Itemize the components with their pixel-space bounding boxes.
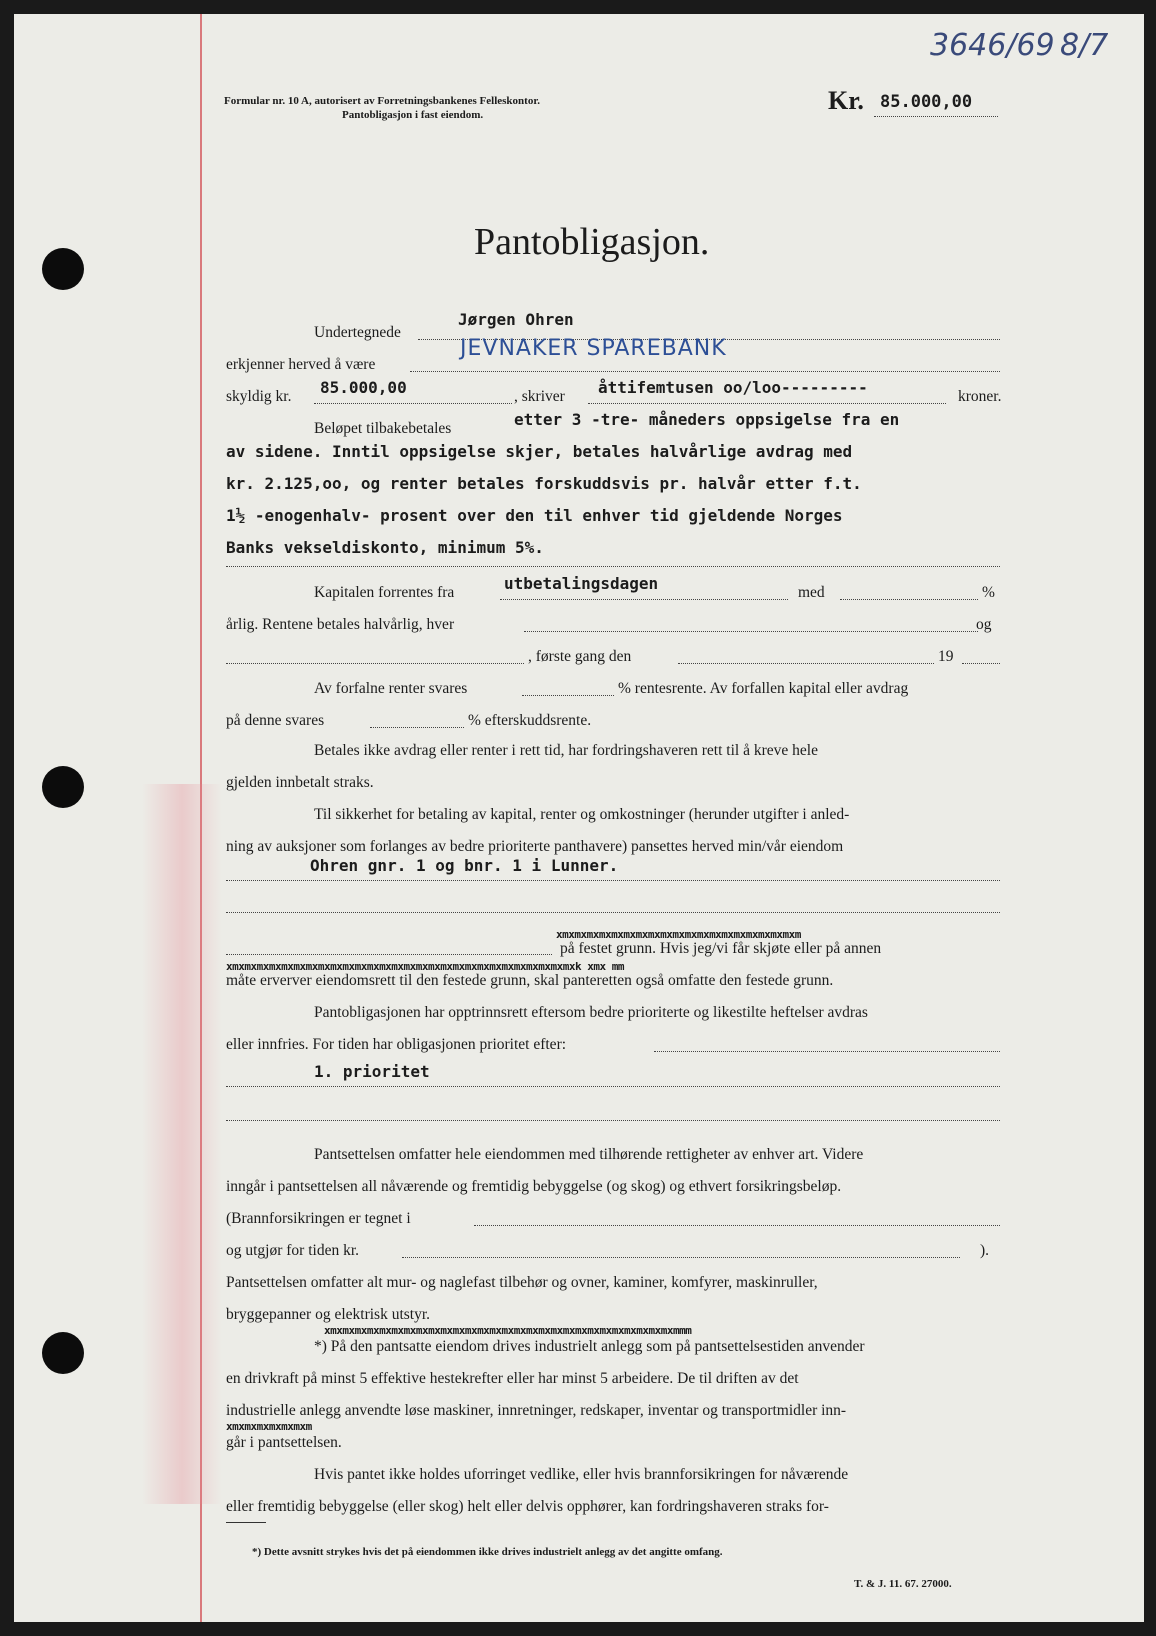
text-vedlike-1: Hvis pantet ikke holdes uforringet vedlike, eller hvis brannforsikringen for nåværende bbox=[314, 1466, 849, 1483]
label-skyldig: skyldig kr. bbox=[226, 388, 292, 405]
line-year bbox=[962, 663, 1000, 664]
line-med bbox=[840, 599, 978, 600]
text-efterskudd: % efterskuddsrente. bbox=[468, 712, 592, 729]
line-forste-gang bbox=[678, 663, 934, 664]
text-sikkerhet-2: ning av auksjoner som forlanges av bedre prioriterte panthavere) pansettes herved min/vår eiendom bbox=[226, 838, 844, 855]
text-pantsettelsen-1: Pantsettelsen omfatter hele eiendommen med tilhørende rettigheter av enhver art. Videre bbox=[314, 1146, 864, 1163]
repayment-line1: etter 3 -tre- måneders oppsigelse fra en bbox=[514, 410, 900, 429]
line-prioritet-b bbox=[226, 1086, 1000, 1087]
document-title: Pantobligasjon. bbox=[474, 221, 710, 263]
label-kroner: kroner. bbox=[958, 388, 1002, 405]
text-rentesrente: % rentesrente. Av forfallen kapital eller avdrag bbox=[618, 680, 909, 697]
text-industri-2: en drivkraft på minst 5 effektive hestekrefter eller har minst 5 arbeidere. De til driften av det bbox=[226, 1370, 799, 1387]
label-undertegnede: Undertegnede bbox=[314, 324, 401, 341]
text-forste-gang: , første gang den bbox=[528, 648, 632, 665]
value-skriver: åttifemtusen oo/loo--------- bbox=[598, 378, 868, 397]
creditor-stamp: JEVNAKER SPAREBANK bbox=[460, 336, 727, 361]
value-prioritet: 1. prioritet bbox=[314, 1062, 430, 1081]
handwritten-date: 8/7 bbox=[1060, 28, 1109, 63]
label-kapitalen: Kapitalen forrentes fra bbox=[314, 584, 455, 601]
value-skyldig: 85.000,00 bbox=[320, 378, 407, 397]
punch-hole bbox=[42, 766, 84, 808]
label-19: 19 bbox=[938, 648, 954, 665]
amount-value: 85.000,00 bbox=[880, 92, 973, 112]
text-tilbehor-2: bryggepanner og elektrisk utstyr. bbox=[226, 1306, 431, 1323]
text-betales-ikke-2: gjelden innbetalt straks. bbox=[226, 774, 374, 791]
line-brannforsikring bbox=[474, 1225, 1000, 1226]
label-og: og bbox=[976, 616, 992, 633]
line-eiendom-2 bbox=[226, 912, 1000, 913]
handwritten-reference: 3646/69 bbox=[930, 28, 1055, 63]
text-festet-2: måte erverver eiendomsrett til den festede grunn, skal panteretten også omfatte den festede grunn. bbox=[226, 972, 834, 989]
text-industri-3: industrielle anlegg anvendte løse maskiner, innretninger, redskaper, inventar og transportmidler inn- bbox=[226, 1402, 847, 1419]
line-efterskudd bbox=[370, 727, 464, 728]
text-brannforsikring: (Brannforsikringen er tegnet i bbox=[226, 1210, 411, 1227]
label-belopet: Beløpet tilbakebetales bbox=[314, 420, 452, 437]
line-repayment bbox=[226, 566, 1000, 567]
punch-hole bbox=[42, 1332, 84, 1374]
strike-x-1: xmxmxmxmxmxmxmxmxmxmxmxmxmxmxmxmxmxmxmxm bbox=[556, 928, 801, 941]
form-header-line2: Pantobligasjon i fast eiendom. bbox=[342, 109, 484, 121]
amount-line bbox=[874, 116, 998, 117]
text-industri-4: går i pantsettelsen. bbox=[226, 1434, 342, 1451]
text-betales-ikke-1: Betales ikke avdrag eller renter i rett tid, har fordringshaveren rett til å kreve hele bbox=[314, 742, 818, 759]
text-pa-denne: på denne svares bbox=[226, 712, 325, 729]
text-industri-1: *) På den pantsatte eiendom drives industrielt anlegg som på pantsettelsestiden anvender bbox=[314, 1338, 865, 1355]
text-pantsettelsen-2: inngår i pantsettelsen all nåværende og fremtidig bebyggelse (og skog) og ethvert forsikringsbeløp. bbox=[226, 1178, 842, 1195]
amount-label: Kr. bbox=[828, 86, 864, 115]
text-arlig: årlig. Rentene betales halvårlig, hver bbox=[226, 616, 455, 633]
repayment-line4: 1½ -enogenhalv- prosent over den til enhver tid gjeldende Norges bbox=[226, 506, 843, 525]
line-utgjor bbox=[402, 1257, 960, 1258]
line-kapitalen bbox=[500, 599, 788, 600]
text-sikkerhet-1: Til sikkerhet for betaling av kapital, renter og omkostninger (herunder utgifter i anled- bbox=[314, 806, 850, 823]
strike-x-4: xmxmxmxmxmxmxm bbox=[226, 1420, 312, 1433]
print-code: T. & J. 11. 67. 27000. bbox=[854, 1578, 952, 1590]
text-tilbehor-1: Pantsettelsen omfatter alt mur- og naglefast tilbehør og ovner, kaminer, komfyrer, maskinruller, bbox=[226, 1274, 818, 1291]
line-eiendom-1 bbox=[226, 880, 1000, 881]
footnote: *) Dette avsnitt strykes hvis det på eiendommen ikke drives industrielt anlegg av det angitte omfang. bbox=[252, 1546, 723, 1558]
document-page bbox=[14, 14, 1144, 1622]
line-creditor bbox=[410, 371, 1000, 372]
label-erkjenner: erkjenner herved å være bbox=[226, 356, 376, 373]
line-skyldig bbox=[314, 403, 512, 404]
repayment-line3: kr. 2.125,oo, og renter betales forskuddsvis pr. halvår etter f.t. bbox=[226, 474, 862, 493]
repayment-line2: av sidene. Inntil oppsigelse skjer, betales halvårlige avdrag med bbox=[226, 442, 853, 461]
text-festet-1: på festet grunn. Hvis jeg/vi får skjøte eller på annen bbox=[560, 940, 882, 957]
text-utgjor: og utgjør for tiden kr. bbox=[226, 1242, 360, 1259]
text-forfalne: Av forfalne renter svares bbox=[314, 680, 468, 697]
line-festet bbox=[226, 954, 552, 955]
line-arlig bbox=[524, 631, 978, 632]
text-opptrinnsrett-1: Pantobligasjonen har opptrinnsrett eftersom bedre prioriterte og likestilte heftelser avdras bbox=[314, 1004, 868, 1021]
line-skriver bbox=[588, 403, 946, 404]
punch-hole bbox=[42, 248, 84, 290]
line-prioritet-c bbox=[226, 1120, 1000, 1121]
line-dato bbox=[226, 663, 524, 664]
repayment-line5: Banks vekseldiskonto, minimum 5%. bbox=[226, 538, 544, 557]
footnote-rule bbox=[226, 1522, 266, 1523]
strike-x-3: xmxmxmxmxmxmxmxmxmxmxmxmxmxmxmxmxmxmxmxmxmxmxmxmxmxmxmxmxmmm bbox=[324, 1324, 692, 1337]
line-rentesrente bbox=[522, 695, 614, 696]
value-eiendom: Ohren gnr. 1 og bnr. 1 i Lunner. bbox=[310, 856, 619, 875]
value-undertegnede: Jørgen Ohren bbox=[458, 310, 574, 329]
value-kapitalen: utbetalingsdagen bbox=[504, 574, 659, 593]
line-prioritet-a bbox=[654, 1051, 1000, 1052]
red-stain bbox=[142, 784, 222, 1504]
form-header-line1: Formular nr. 10 A, autorisert av Forretningsbankenes Felleskontor. bbox=[224, 95, 540, 107]
text-vedlike-2: eller fremtidig bebyggelse (eller skog) helt eller delvis opphører, kan fordringshaveren straks for- bbox=[226, 1498, 829, 1515]
label-skriver: , skriver bbox=[514, 388, 565, 405]
strike-x-2: xmxmxmxmxmxmxmxmxmxmxmxmxmxmxmxmxmxmxmxmxmxmxmxmxmxmxmxmxk xmx mm bbox=[226, 960, 624, 973]
text-opptrinnsrett-2: eller innfries. For tiden har obligasjonen prioritet efter: bbox=[226, 1036, 567, 1053]
label-percent: % bbox=[982, 584, 995, 601]
label-med: med bbox=[798, 584, 825, 601]
text-paren: ). bbox=[980, 1242, 990, 1259]
